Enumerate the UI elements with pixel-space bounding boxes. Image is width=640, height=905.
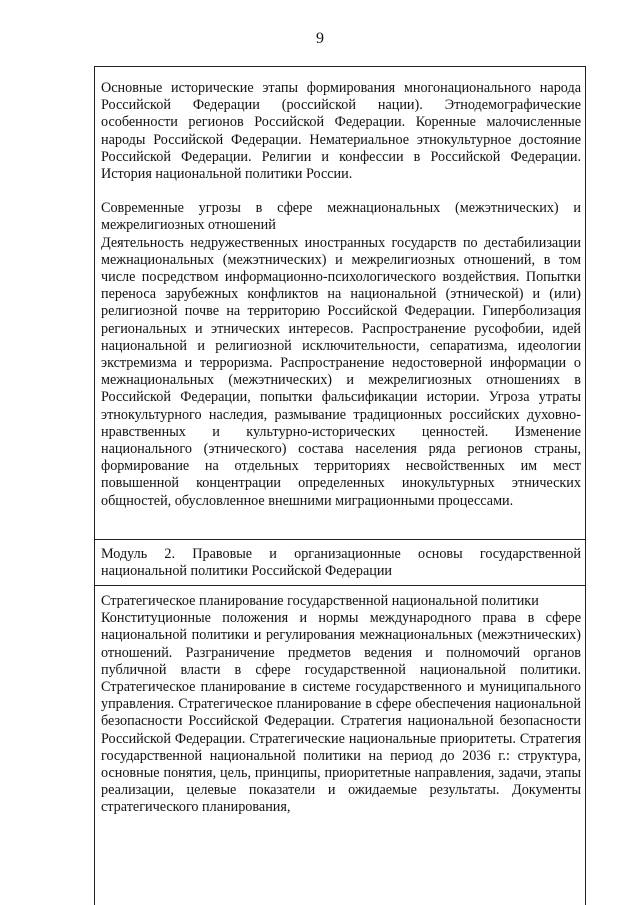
section-gap <box>101 183 581 200</box>
threats-paragraph: Деятельность недружественных иностранных государств по дестабилизации межнациональных (межэтнических) и межрелигиозных отношений, в том числе посредством информационно-психологического воздействия. Попытки переноса зарубежных конфликтов на национальной (этнической) и (или) религиозной почве на территорию Российской Федерации. Гиперболизация региональных и этнических интересов. Распространение русофобии, идей национальной и религиозной исключительности, сепаратизма, идеологии экстремизма и терроризма. Распространение недостоверной информации о межнациональных (межэтнических) и межрелигиозных отношениях в Российской Федерации, попытки фальсификации истории. Угроза утраты этнокультурного наследия, размывание традиционных российских духовно-нравственных и культурно-исторических ценностей. Изменение национального (этнического) состава населения ряда регионов страны, формирование на отдельных территориях несвойственных им мест повышенной концентрации определенных инокультурных этнических общностей, обусловленное внешними миграционными процессами. <box>101 234 581 509</box>
table-top-border <box>95 66 585 67</box>
history-paragraph: Основные исторические этапы формирования многонационального народа Российской Федерации (российской нации). Этнодемографические особенности регионов Российской Федерации. Коренные малочисленные народы Российской Федерации. Нематериальное этнокультурное достояние Российской Федерации. Религии и конфессии в Российской Федерации. История национальной политики России. <box>101 80 581 183</box>
strategic-planning-paragraph: Конституционные положения и нормы международного права в сфере национальной политики и регулирования межнациональных (межэтнических) отношений. Разграничение предметов ведения и полномочий органов публичной власти в сфере государственной национальной политики. Стратегическое планирование в системе государственного и муниципального управления. Стратегическое планирование в сфере обеспечения национальной безопасности Российской Федерации. Стратегия национальной безопасности Российской Федерации. Стратегические национальные приоритеты. Стратегия государственной национальной политики на период до 2036 г.: структура, основные понятия, цель, принципы, приоритетные направления, задачи, этапы реализации, целевые показатели и ожидаемые результаты. Документы стратегического планирования, <box>101 610 581 816</box>
module-2-title: Модуль 2. Правовые и организационные основы государственной национальной политики Российской Федерации <box>101 546 581 580</box>
curriculum-table <box>94 66 586 905</box>
module-bottom-border <box>95 585 585 586</box>
module-top-border <box>95 539 585 540</box>
threats-heading: Современные угрозы в сфере межнациональных (межэтнических) и межрелигиозных отношений <box>101 200 581 234</box>
strategic-planning-section <box>95 593 585 817</box>
module-2-row <box>95 546 585 580</box>
page-number: 9 <box>316 30 324 47</box>
strategic-planning-heading: Стратегическое планирование государственной национальной политики <box>101 593 539 609</box>
history-section <box>95 80 585 510</box>
